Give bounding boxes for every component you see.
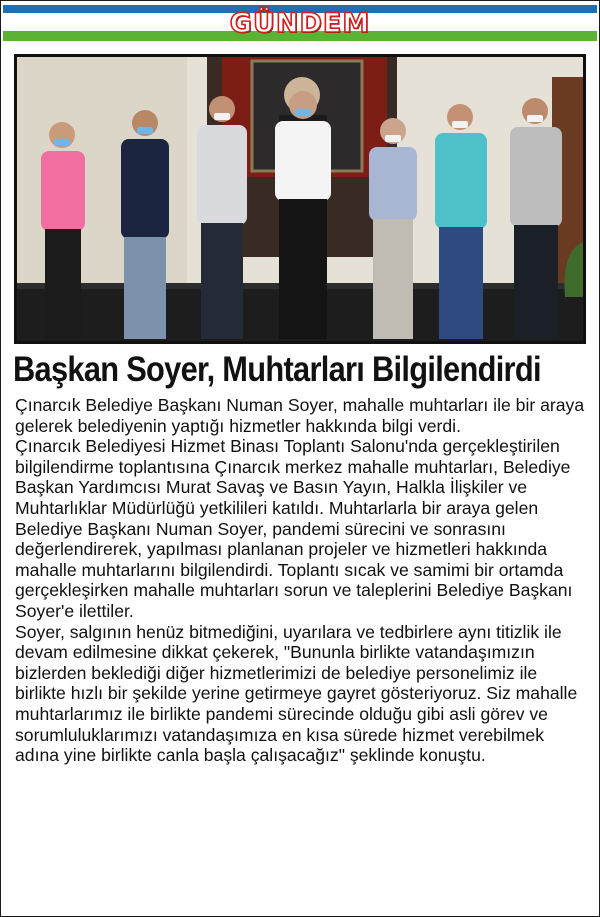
article-photo	[14, 54, 586, 344]
article-body	[15, 395, 587, 766]
article-headline: Başkan Soyer, Muhtarları Bilgilendirdi	[13, 350, 541, 389]
section-header-band	[1, 1, 599, 45]
person-7	[510, 98, 562, 339]
person-2	[121, 110, 169, 339]
article-paragraph: Soyer, salgının henüz bitmediğini, uyarılara ve tedbirlere aynı titizlik ile devam edilmesine dikkat çekerek, "Bununla birlikte vatandaşımızın bizlerden beklediği diğer hizmetlerimizi de belediye personelimiz ile birlikte hızlı bir şekilde yerine getirmeye gayret gösteriyoruz. Siz mahalle muhtarlarımız ile birlikte pandemi sürecinde olduğu gibi asli görev ve sorumluluklarımızı vatandaşımıza en kısa sürede hizmet verebilmek adına yine birlikte canla başla çalışacağız" şeklinde konuştu.	[15, 621, 578, 766]
person-1	[41, 122, 85, 339]
person-4	[275, 91, 331, 339]
person-5	[369, 118, 417, 339]
group-photo-illustration	[17, 57, 583, 341]
article-paragraph: Çınarcık Belediye Başkanı Numan Soyer, mahalle muhtarları ile bir araya gelerek belediyenin yaptığı hizmetler hakkında bilgi verdi.	[15, 395, 585, 436]
section-label: GÜNDEM	[229, 8, 371, 39]
person-3	[197, 96, 247, 339]
article-paragraph: Çınarcık Belediyesi Hizmet Binası Toplantı Salonu'nda gerçekleştirilen bilgilendirme toplantısına Çınarcık merkez mahalle muhtarları, Belediye Başkan Yardımcısı Murat Savaş ve Basın Yayın, Halkla İlişkiler ve Muhtarlıklar Müdürlüğü yetkilileri katıldı. Muhtarlarla bir araya gelen Belediye Başkanı Numan Soyer, pandemi sürecini ve sonrasını değerlendirerek, yapılması planlanan projeler ve hizmetleri hakkında mahalle muhtarlarını bilgilendirdi. Toplantı sıcak ve samimi bir ortamda gerçekleşirken mahalle muhtarları sorun ve taleplerini Belediye Başkanı Soyer'e ilettiler.	[15, 436, 573, 621]
person-6	[435, 104, 487, 339]
